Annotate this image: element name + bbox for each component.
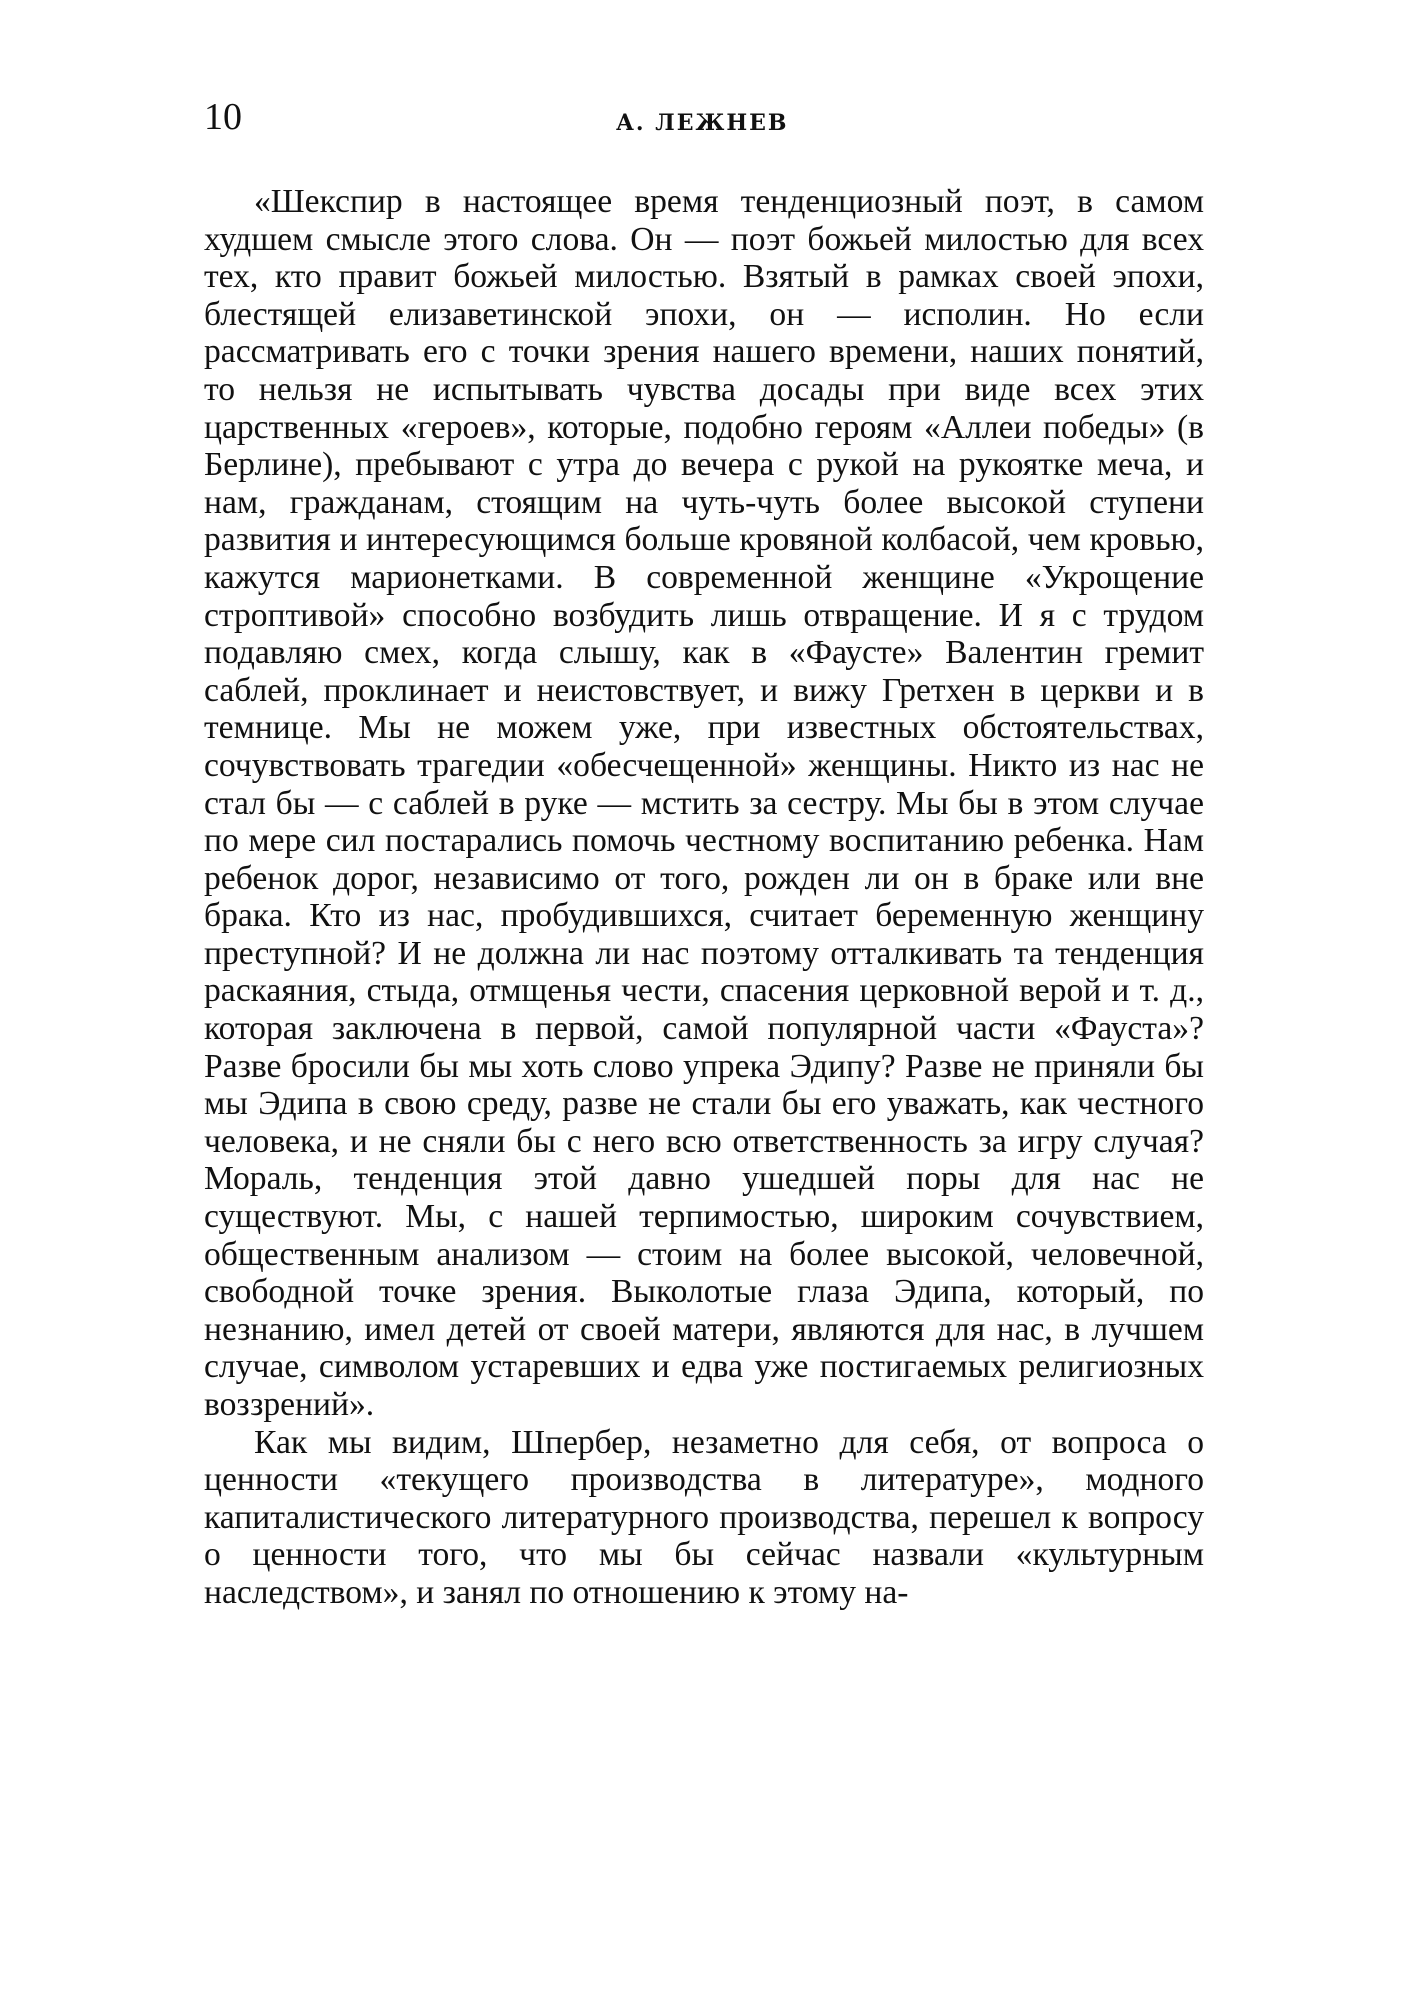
paragraph-commentary: Как мы видим, Шпербер, незаметно для себя, от вопроса о ценности «текущего производства в литературе», модного капиталистического литературного производства, перешел к вопросу о ценности того, что мы бы сейчас назвали «культурным наследством», и занял по отношению к этому на- (204, 1423, 1204, 1611)
page-header (204, 98, 1204, 148)
paragraph-quote: «Шекспир в настоящее время тенденциозный поэт, в самом худшем смысле этого слова. Он — поэт божьей милостью для всех тех, кто правит божьей милостью. Взятый в рамках своей эпохи, блестящей елизаветинской эпохи, он — исполин. Но если рассматривать его с точки зрения нашего времени, наших понятий, то нельзя не испытывать чувства досады при виде всех этих царственных «героев», которые, подобно героям «Аллеи победы» (в Берлине), пребывают с утра до вечера с рукой на рукоятке меча, и нам, гражданам, стоящим на чуть-чуть более высокой ступени развития и интересующимся больше кровяной колбасой, чем кровью, кажутся марионетками. В современной женщине «Укрощение строптивой» способно возбудить лишь отвращение. И я с трудом подавляю смех, когда слышу, как в «Фаусте» Валентин гремит саблей, проклинает и неистовствует, и вижу Гретхен в церкви и в темнице. Мы не можем уже, при известных обстоятельствах, сочувствовать трагедии «обесчещенной» женщины. Никто из нас не стал бы — с саблей в руке — мстить за сестру. Мы бы в этом случае по мере сил постарались помочь честному воспитанию ребенка. Нам ребенок дорог, независимо от того, рожден ли он в браке или вне брака. Кто из нас, пробудившихся, считает беременную женщину преступной? И не должна ли нас поэтому отталкивать та тенденция раскаяния, стыда, отмщенья чести, спасения церковной верой и т. д., которая заключена в первой, самой популярной части «Фауста»? Разве бросили бы мы хоть слово упрека Эдипу? Разве не приняли бы мы Эдипа в свою среду, разве не стали бы его уважать, как честного человека, и не сняли бы с него всю ответственность за игру случая? Мораль, тенденция этой давно ушедшей поры для нас не существуют. Мы, с нашей терпимостью, широким сочувствием, общественным анализом — стоим на более высокой, человечной, свободной точке зрения. Выколотые глаза Эдипа, который, по незнанию, имел детей от своей матери, являются для нас, в лучшем случае, символом устаревших и едва уже постигаемых религиозных воззрений». (204, 183, 1204, 1423)
page-number: 10 (204, 96, 242, 138)
running-head: А. ЛЕЖНЕВ (616, 110, 789, 136)
body-text (204, 183, 1204, 1612)
